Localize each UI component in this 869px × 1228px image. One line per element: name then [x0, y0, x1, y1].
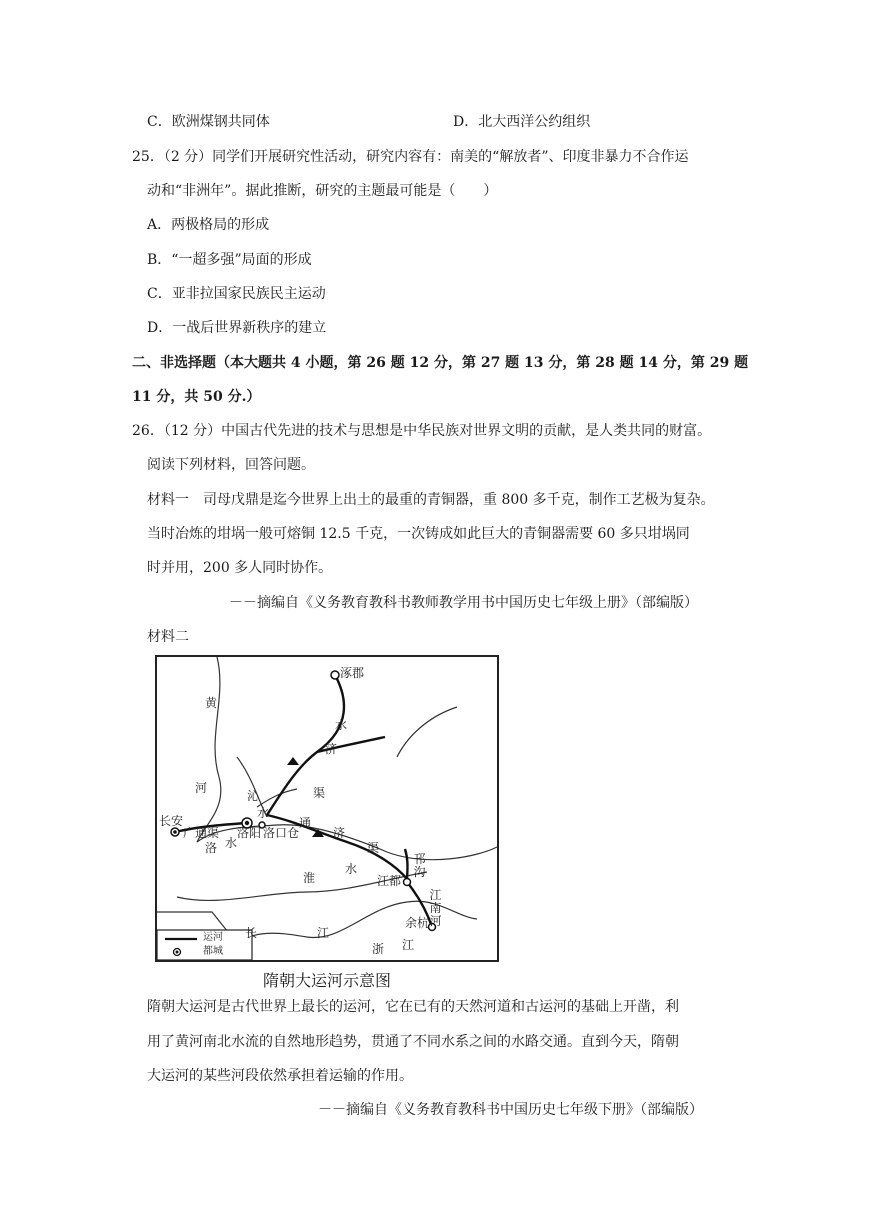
label-jiang2: 江: [402, 938, 415, 952]
label-shui-mid: 水: [257, 806, 270, 820]
label-shui-top: 水: [335, 718, 348, 732]
section2-heading-line1: 二、非选择题（本大题共 4 小题，第 26 题 12 分，第 27 题 13 分，第 28 题 14 分，第 29 题: [132, 355, 749, 371]
q25-option-b: B．“一超多强”局面的形成: [147, 252, 312, 268]
q24-option-c: C．欧洲煤钢共同体: [147, 114, 270, 130]
label-tong: 通: [299, 816, 312, 830]
grand-canal-map: [155, 655, 499, 962]
material2-source: －－摘编自《义务教育教科书中国历史七年级下册》（部编版）: [318, 1102, 703, 1118]
material1-line2: 当时冶炼的坩埚一般可熔铜 12.5 千克，一次铸成如此巨大的青铜器需要 60 多只坩埚同: [147, 526, 690, 542]
label-huang: 黄: [205, 696, 218, 710]
label-jiangnanhe: 江南河: [429, 888, 442, 928]
label-he: 河: [195, 781, 208, 795]
q26-stem-line2: 阅读下列材料，回答问题。: [147, 457, 315, 473]
q25-option-d: D．一战后世界新秩序的建立: [147, 320, 327, 336]
label-shui-low: 水: [345, 862, 358, 876]
section2-heading-line2: 11 分，共 50 分.）: [132, 389, 261, 405]
label-guangtongqu: 广通渠: [183, 826, 220, 840]
material2-line3: 大运河的某些河段依然承担着运输的作用。: [147, 1068, 413, 1084]
legend-canal: 运河: [203, 932, 223, 943]
label-qu-top: 渠: [313, 786, 326, 800]
q25-option-a: A．两极格局的形成: [147, 217, 270, 233]
label-ji-mid: 济: [333, 826, 346, 840]
legend-capital: 都城: [203, 946, 223, 957]
material2-label: 材料二: [147, 629, 189, 645]
q25-stem-line1: 25．（2 分）同学们开展研究性活动，研究内容有：南美的“解放者”、印度非暴力不合作运: [132, 149, 689, 165]
label-zhuojun: 涿郡: [340, 666, 365, 680]
label-zhe: 浙: [372, 942, 385, 956]
material1-source: －－摘编自《义务教育教科书教师教学用书中国历史七年级上册》（部编版）: [229, 595, 698, 611]
q26-stem-line1: 26．（12 分）中国古代先进的技术与思想是中华民族对世界文明的贡献，是人类共同的财富。: [132, 423, 712, 439]
q25-stem-line2: 动和“非洲年”。据此推断，研究的主题最可能是（ ）: [147, 183, 498, 199]
label-luokoucang: 洛口仓: [263, 826, 300, 840]
label-qu-mid: 渠: [367, 841, 380, 855]
label-qin: 沁: [247, 789, 260, 803]
q24-option-d: D．北大西洋公约组织: [453, 114, 591, 130]
label-changan: 长安: [159, 814, 184, 828]
label-jiangdu: 江都: [377, 874, 402, 888]
label-jiang: 江: [317, 926, 330, 940]
material1-line3: 时并用，200 多人同时协作。: [147, 560, 333, 576]
q25-option-c: C．亚非拉国家民族民主运动: [147, 286, 326, 302]
label-luo: 洛: [205, 841, 218, 855]
label-chang: 长: [245, 926, 258, 940]
material2-line2: 用了黄河南北水流的自然地形趋势，贯通了不同水系之间的水路交通。直到今天，隋朝: [147, 1034, 679, 1050]
label-shui-luo: 水: [225, 836, 238, 850]
label-huai: 淮: [303, 871, 316, 885]
map-caption: 隋朝大运河示意图: [262, 971, 391, 990]
material2-line1: 隋朝大运河是古代世界上最长的运河，它在已有的天然河道和古运河的基础上开凿，利: [147, 999, 679, 1015]
label-hangou: 邗沟: [413, 852, 426, 879]
label-ji-top: 济: [325, 742, 338, 756]
label-luoyang: 洛阳: [237, 826, 262, 840]
material1-line1: 材料一 司母戊鼎是迄今世界上出土的最重的青铜器，重 800 多千克，制作工艺极为复杂。: [147, 492, 715, 508]
label-yuhang: 余杭: [405, 916, 430, 930]
